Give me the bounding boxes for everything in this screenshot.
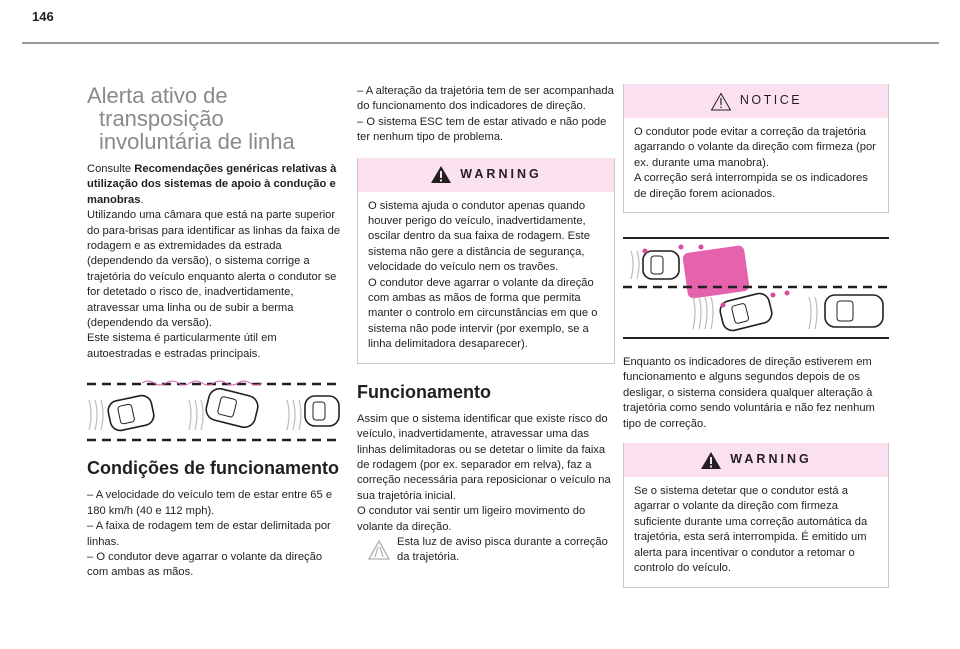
notice-triangle-icon — [710, 92, 732, 111]
condition-item: – O condutor deve agarrar o volante da direção com ambas as mãos. — [87, 550, 323, 579]
intro-body: Utilizando uma câmara que está na parte superior do para-brisas para identificar as linhas da faixa de rodagem e as extremidades da estrada (dependendo da versão), o sistema corrige a trajetória do veículo enquanto alerta o condutor se for detetado o risco de, inadvertidamente, atravessar uma linha ou de subir a berma (dependendo da versão). — [87, 209, 341, 330]
condition-item: – A alteração da trajetória tem de ser acompanhada do funcionamento dos indicadores de direção. — [357, 85, 614, 113]
section-title: Alerta ativo de transposição involuntária de linha — [87, 83, 295, 154]
warning-header-2 — [624, 443, 888, 477]
column-3 — [623, 84, 889, 588]
header-rule — [22, 42, 939, 44]
warning-box-2 — [623, 443, 889, 587]
functioning-paragraph: O condutor vai sentir um ligeiro movimento do volante da direção. — [357, 505, 586, 533]
intro-paragraph — [87, 162, 342, 208]
warning-body-2 — [624, 477, 888, 586]
column-2 — [357, 84, 615, 566]
lane-correction-illustration — [623, 237, 889, 339]
lane-drift-illustration-1 — [87, 380, 342, 442]
lamp-text: Esta luz de aviso pisca durante a correção da trajetória. — [397, 535, 608, 564]
notice-body — [624, 118, 888, 212]
warning-label-2: WARNING — [730, 452, 812, 467]
warning-label: WARNING — [460, 166, 542, 181]
lane-warning-lamp-icon — [367, 539, 391, 563]
condition-item: – A faixa de rodagem tem de estar delimitada por linhas. — [87, 520, 331, 548]
after-figure-paragraph: Enquanto os indicadores de direção estiverem em funcionamento e alguns segundos depois de os desligar, o sistema considera qualquer alteração à trajetória como sendo voluntária e não fez nenhum tipo de correção. — [623, 356, 875, 430]
intro-reference: Recomendações genéricas relativas à utilização dos sistemas de apoio à condução e manobras — [87, 163, 337, 206]
conditions-heading: Condições de funcionamento — [87, 458, 340, 479]
intro-prefix: Consulte — [87, 163, 135, 175]
warning-triangle-icon — [430, 165, 452, 184]
warning-header — [358, 158, 614, 192]
warning-text: O condutor deve agarrar o volante da direção com ambas as mãos de forma que permita manter o controlo em circunstâncias em que o sistema não pode intervir (por exemplo, se a linha delimitadora desaparecer). — [368, 276, 598, 351]
warning-triangle-icon — [700, 451, 722, 470]
notice-label: NOTICE — [739, 93, 803, 108]
page-number: 146 — [32, 9, 54, 24]
lamp-note — [367, 535, 615, 566]
functioning-paragraph: Assim que o sistema identificar que existe risco do veículo, inadvertidamente, atravessar uma das linhas delimitadoras ou se detetar o limite da faixa de rodagem (por ex. separador em relva), faz a correção necessária para reposicionar o veículo na sua trajetória inicial. — [357, 412, 611, 502]
lane-correction-drawing — [623, 239, 889, 337]
functioning-heading: Funcionamento — [357, 381, 491, 402]
notice-box — [623, 84, 889, 213]
column-1 — [87, 84, 342, 581]
notice-text: A correção será interrompida se os indicadores de direção forem acionados. — [634, 172, 868, 200]
notice-text: O condutor pode evitar a correção da trajetória agarrando o volante da direção com firmeza (por ex. durante uma manobra). — [634, 126, 876, 169]
warning-box — [357, 158, 615, 364]
intro-suffix: . — [140, 193, 144, 206]
condition-item: – A velocidade do veículo tem de estar entre 65 e 180 km/h (40 e 112 mph). — [87, 489, 333, 517]
warning-text: O sistema ajuda o condutor apenas quando houver perigo do veículo, inadvertidamente, oscilar dentro da sua faixa de rodagem. Este sistema não gere a distância de segurança, velocidade do veículo nem os travões. — [368, 199, 591, 274]
notice-header — [624, 84, 888, 118]
warning-body — [358, 192, 614, 363]
intro-body-2: Este sistema é particularmente útil em autoestradas e estradas principais. — [87, 332, 277, 360]
condition-item: – O sistema ESC tem de estar ativado e não pode ter nenhum tipo de problema. — [357, 115, 607, 144]
warning-text-2: Se o sistema detetar que o condutor está a agarrar o volante da direção com firmeza suficiente durante uma correção automática da trajetória, esta será interrompida. É emitido um alerta para incentivar o condutor a retomar o controlo do veículo. — [634, 485, 868, 575]
